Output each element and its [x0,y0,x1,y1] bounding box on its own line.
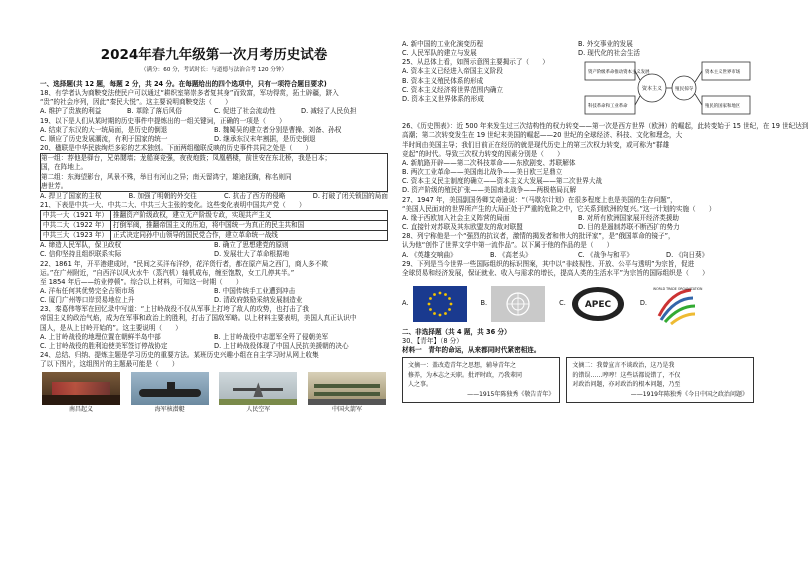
eu-star-icon [438,314,441,317]
photo-caption: 人民空军 [246,406,271,414]
q24-option-a[interactable]: A. 新中国的工业化演变历程 [402,40,484,48]
wto-logo-icon [651,282,703,326]
q29-option-d[interactable] [639,282,703,326]
q23-line: 23、秦葛伟等军在回忆录中写道：“上甘岭战役不仅从军事上打垮了敌人的攻势，也打击了我 [40,305,309,314]
q29-line: 29、下列是当今世界一些国际组织的标识图案，其中以“非歧视性、开放、公平与透明”为宗旨，促进 [402,259,695,268]
wto-text: WORLD TRADE ORGANIZATION [653,286,703,291]
q29-logo-row [402,282,754,326]
photo-nanchang-uprising [40,372,122,414]
q19-stem: 19、以下是人们从某时期的历史事件中提炼出的一组关键词，正确的一项是（ ） [40,116,286,125]
table-row [41,231,388,241]
q20-options [40,192,388,201]
q24-option-c[interactable]: C. 人民军队的建立与发展 [402,49,477,58]
diagram-box-br: 殖民的国家和地区 [705,104,741,110]
eu-star-icon [444,293,447,296]
diagram-right: 殖民掠夺 [675,87,694,93]
q19-option-c[interactable]: C. 顺应了历史发展潮流，有利于国家的统一 [40,134,168,143]
q19-option-b[interactable]: B. 魏蜀吴的建立者分别是曹操、刘备、孙权 [214,125,342,134]
left-column [40,0,388,414]
q28-line: 认为他“创作了世界文学中第一流作品”。以下属于他的作品的是（ ） [402,241,614,250]
q20-box-line: 国，在阵地上。 [41,163,88,172]
q22-line: 运。”在广州附近，“自西洋以风火水牛（蒸汽机）轴机成布，缠至饱数，女工几停其半。” [40,268,295,277]
q26-line: 26、《历史图表》：近 500 年来发生过三次结构性的权力转变——第一次是西方世界（欧洲）的崛起，此转变始于 15 世纪，在 19 世纪达到 [402,122,808,131]
photo-rocket-force [306,372,388,414]
option-label: B. [480,299,488,308]
table-cell: 推翻资产阶级政权，建立无产阶级专政，实现共产主义 [111,211,388,221]
q18-option-b[interactable]: B. 革除了落后风俗 [127,107,182,116]
q21-option-a[interactable]: A. 缔造人民军队，保卫政权 [40,241,122,250]
q27-option-a[interactable]: A. 缘于西欧加入社会主义阵营的局面 [402,213,510,222]
q23-option-d[interactable]: D. 上甘岭战役体现了中国人民抗美援朝的决心 [214,341,349,350]
quote-line: 对政治问题，亦对政治的根本问题，乃至 [572,381,681,389]
q25-option-c[interactable]: C. 资本主义经济将世界范围内确立 [402,85,504,94]
eu-star-icon [438,292,441,295]
q30-quotes [402,357,754,403]
photo-caption: 中国火箭军 [331,406,362,414]
nanchang-uprising-image [42,372,120,405]
diagram-center: 资本主义 [642,86,663,93]
q22-option-b[interactable]: B. 中国传统手工业遭到冲击 [214,286,296,295]
q27-option-c[interactable]: C. 直接针对苏联及其东欧盟友的敌对联盟 [402,223,523,232]
q21-option-d[interactable]: D. 发展壮大了革命根据地 [214,250,290,259]
q24-line: 24、总结、归纳、提炼主题是学习历史的重要方法。某班历史兴趣小组在自主学习时从网上收集 [40,351,319,360]
photo-nuclear-submarine [129,372,211,414]
eu-star-icon [449,303,452,306]
q28-option-a[interactable]: A. 《英雄交响曲》 [402,250,457,259]
table-row [41,211,388,221]
rocket-force-image [308,372,386,405]
submarine-image [131,372,209,405]
q25-diagram [584,60,752,118]
q20-option-a[interactable]: A. 捍卫了国家的主权 [40,191,102,200]
q20-option-c[interactable]: C. 抗击了西方的侵略 [223,191,286,200]
q21-option-b[interactable]: B. 确立了思想建党的原则 [214,241,289,250]
exam-subtitle: （满分：60 分，考试时长：与道德与法治合考 120 分钟） [140,67,288,73]
q20-couplet-box [40,153,388,192]
q20-box-line: 唐世芳。 [41,181,68,190]
q25-option-a[interactable]: A. 资本主义已经进入帝国主义阶段 [402,67,503,76]
q27-options [402,214,754,232]
table-cell: 中共三大（1923 年） [41,231,111,241]
q23-option-a[interactable]: A. 上甘岭战役的地理位置在朝鲜半岛中部 [40,332,161,341]
q24-photo-row [40,372,388,414]
photo-air-force [217,372,299,414]
eu-star-icon [444,312,447,315]
q18-option-a[interactable]: A. 维护了贵族的利益 [40,107,102,116]
eu-star-icon [427,303,430,306]
diagram-box-tl: 资产阶级革命推动资本主义发展 [588,70,650,76]
q30-heading: 30、【青年】（8 分） [402,337,463,346]
air-force-image [219,372,297,405]
q29-line: 全球贸易和经济发展，保证就业、收入与需求的增长，提高人类的生活水平”为宗旨的国际组织是（ ） [402,268,709,277]
section-two-heading: 二、非选择题（共 4 题，共 36 分） [402,327,511,336]
q26-line: 半时间由美国主导；我们目前正在经历的就是现代历史上的第三次权力转变，或可称为“群雄 [402,140,670,149]
q25-option-d[interactable]: D. 资本主义世界体系的形成 [402,94,484,103]
q18-options [40,107,388,116]
quote-two [566,357,754,403]
q24-options [402,40,754,58]
diagram-box-tr: 资本主义世界市场 [705,70,741,76]
eu-star-icon [433,312,436,315]
q20-box-line: 第二组：东海望影台，风景不殊，举目有河山之异；南天留鸿宁，雄途抚胸，称名则同 [41,172,292,181]
q18-option-d[interactable]: D. 减轻了人民负担 [301,107,357,116]
q22-options [40,287,388,305]
quote-source: ——1915年陈独秀《敬告青年》 [467,390,555,398]
q25-option-b[interactable]: B. 资本主义殖民体系的形成 [402,76,484,85]
q26-option-a[interactable]: A. 新航路开辟——第二次科技革命——东欧剧变、苏联解体 [402,158,576,167]
q23-option-c[interactable]: C. 上甘岭战役的胜利迫使美军签订停战协定 [40,341,168,350]
table-cell: 打倒军阀，推翻帝国主义的压迫，将中国统一为真正的民主共和国 [111,221,388,231]
q18-line1: 18、有学者认为商鞅变法使民户可以通过“耕织室第崇多者复其身”而致富，军功得赏，拓土辟疆，跻入 [40,89,339,98]
q24-option-b[interactable]: B. 外交事业的发展 [578,40,633,48]
section-one-heading: 一、选择题(共 12 题，每题 2 分，共 24 分。在每题给出的四个选项中，只有一项符合题目要求) [40,80,327,88]
option-label: A. [402,299,409,308]
diagram-box-bl: 科技革命和工业革命 [588,104,628,110]
q28-options [402,251,754,260]
apec-text: APEC [584,299,611,310]
material-one: 材料一 青年的命运，从来都同时代紧密相连。 [402,346,541,355]
q18-line2: “贵”的社会序列，因此“秦民大悦”。这主要说明商鞅变法（ ） [40,98,232,107]
q20-stem: 20、楹联是中华民族绚烂多彩的艺术独创。下面两组楹联反映的历史事件共同之处是（ ） [40,144,313,153]
q27-option-d[interactable]: D. 目的是遏制苏联不断西扩的势力 [578,223,680,232]
q27-option-b[interactable]: B. 对所有欧洲国家展开经济类援助 [578,213,680,222]
q22-option-d[interactable]: D. 清政府鼓励采纳发展制造业 [214,296,303,305]
q19-option-a[interactable]: A. 结束了东汉的大一统局面，是历史的倒退 [40,125,168,134]
q28-option-c[interactable]: C. 《战争与和平》 [578,250,633,259]
exam-title: 2024年春九年级第一次月考历史试卷 [100,47,328,63]
q23-line: 帝国主义的政治气焰，成为在军事和政治上的胜利，打击了国敌军略。以上材料主要表明，美国人真正认识中 [40,314,357,323]
apec-logo-icon [570,285,626,323]
table-cell: 中共一大（1921 年） [41,211,111,221]
q26-option-d[interactable]: D. 资产阶级的殖民扩张——美国南北战争——两极格局瓦解 [402,186,577,195]
option-label: C. [559,299,566,308]
eu-star-icon [448,297,451,300]
table-row [41,221,388,231]
q26-option-c[interactable]: C. 资本主义民主制度的确立——资本主义大发展——第二次世界大战 [402,177,603,186]
q22-line: 至 1854 年后——纺业停顿”。综合以上材料，可知这一时期（ ） [40,277,243,286]
quote-source: ——1919年陈独秀《今日中国之政治问题》 [630,390,748,398]
q20-option-b[interactable]: B. 加强了明朝的外交往 [128,191,197,200]
photo-caption: 南昌起义 [68,406,93,414]
right-column [402,40,808,403]
q24-line: 了以下图片，这组图片的主题最可能是（ ） [40,360,179,369]
q28-option-b[interactable]: B. 《高老头》 [490,250,532,259]
q19-options [40,126,388,144]
q27-line: 27、1947 年，美国副国务卿艾奇逊说：“（马歇尔计划）在很多程度上也是美国的生存问题”， [402,195,677,204]
eu-star-icon [448,308,451,311]
q28-option-d[interactable]: D. 《向日葵》 [666,250,709,259]
q28-line: 28、列宁称他是一个“强烈的抗议者，激情的揭发者和伟大的批评家”，是“俄国革命的镜子”， [402,232,675,241]
q26-line: 高潮；第二次转变发生在 19 世纪末美国的崛起——20 世纪的全球经济、科技、文化和理念，大 [402,131,683,140]
q25-block [402,58,754,122]
table-cell: 中共二大（1922 年） [41,221,111,231]
q25-stem: 25、从总体上看，如图示意图主要揭示了（ ） [402,58,549,67]
q29-option-b[interactable] [481,286,546,322]
q21-stem: 21、下表是中共一大、中共二大、中共三大主张的变化。这些变化表明中国共产党（ ） [40,201,306,210]
quote-line: 的错误……哼哼！这些话都说错了，不仅 [572,371,681,379]
q26-option-b[interactable]: B. 两次工业革命——美国南北战争——美日欧三足鼎立 [402,168,563,177]
eu-star-icon [429,308,432,311]
q29-option-a[interactable] [402,286,467,322]
q21-option-c[interactable]: C. 信仰坚持且组织联系实际 [40,250,122,259]
quote-line: 文摘一：盖改造青年之思想，辅导青年之 [408,362,517,370]
q21-options [40,241,388,259]
quote-one [402,357,560,403]
q22-option-a[interactable]: A. 洋布任何其优势完全占领市场 [40,286,135,295]
quote-line: 修养，为本志之天职。批评时政，乃我辈同 [408,371,523,379]
option-label: D. [639,299,648,308]
q27-line: “美国人民面对的世界所产生的大局正处于严重的危险之中，它关系到欧洲的复兴。”这一计划的实施（ ） [402,204,716,213]
eu-star-icon [429,297,432,300]
eu-star-icon [433,293,436,296]
q20-box-line: 第一组：荐他是驿台，兄弟鬩墙；龙船赛竞强，夜夜炮鼓；凤凰栖棲，前世安在东北桥，我是日本； [41,154,332,163]
un-flag-icon [491,286,545,322]
q23-line: 国人，是从上甘岭开始的”。这主要说明（ ） [40,323,182,332]
q23-option-b[interactable]: B. 上甘岭战役中志愿军全歼了侵朝美军 [214,332,329,341]
q29-option-c[interactable] [559,285,626,323]
quote-line: 人之事。 [408,381,433,389]
q22-line: 22、1861 年，开平港建成时，“民间之买洋布洋纱，花洋货行者，都在原产局之西门，商人多不欺 [40,259,328,268]
q21-table [40,210,388,241]
table-cell: 正式决定同孙中山领导的国民党合作，建立革命统一战线 [111,231,388,241]
eu-flag-icon [413,286,467,322]
q22-option-c[interactable]: C. 厦门广州等口岸贸易地位上升 [40,296,135,305]
q19-option-d[interactable]: D. 继承东汉末年割据，是历史倒退 [214,134,316,143]
photo-caption: 海军核潜艇 [154,406,185,414]
q24-option-d[interactable]: D. 现代化的社会生活 [578,49,641,58]
q20-option-d[interactable]: D. 打破了闭关锁国的局面 [312,191,388,200]
q23-options [40,333,388,351]
q18-option-c[interactable]: C. 促进了社会流动性 [214,107,276,116]
quote-line: 文摘二：我曾宣言不谈政治，这乃是我 [572,362,675,370]
q26-line: 竞起”的时代。导致三次权力转变的因素分别是（ ） [402,149,564,158]
